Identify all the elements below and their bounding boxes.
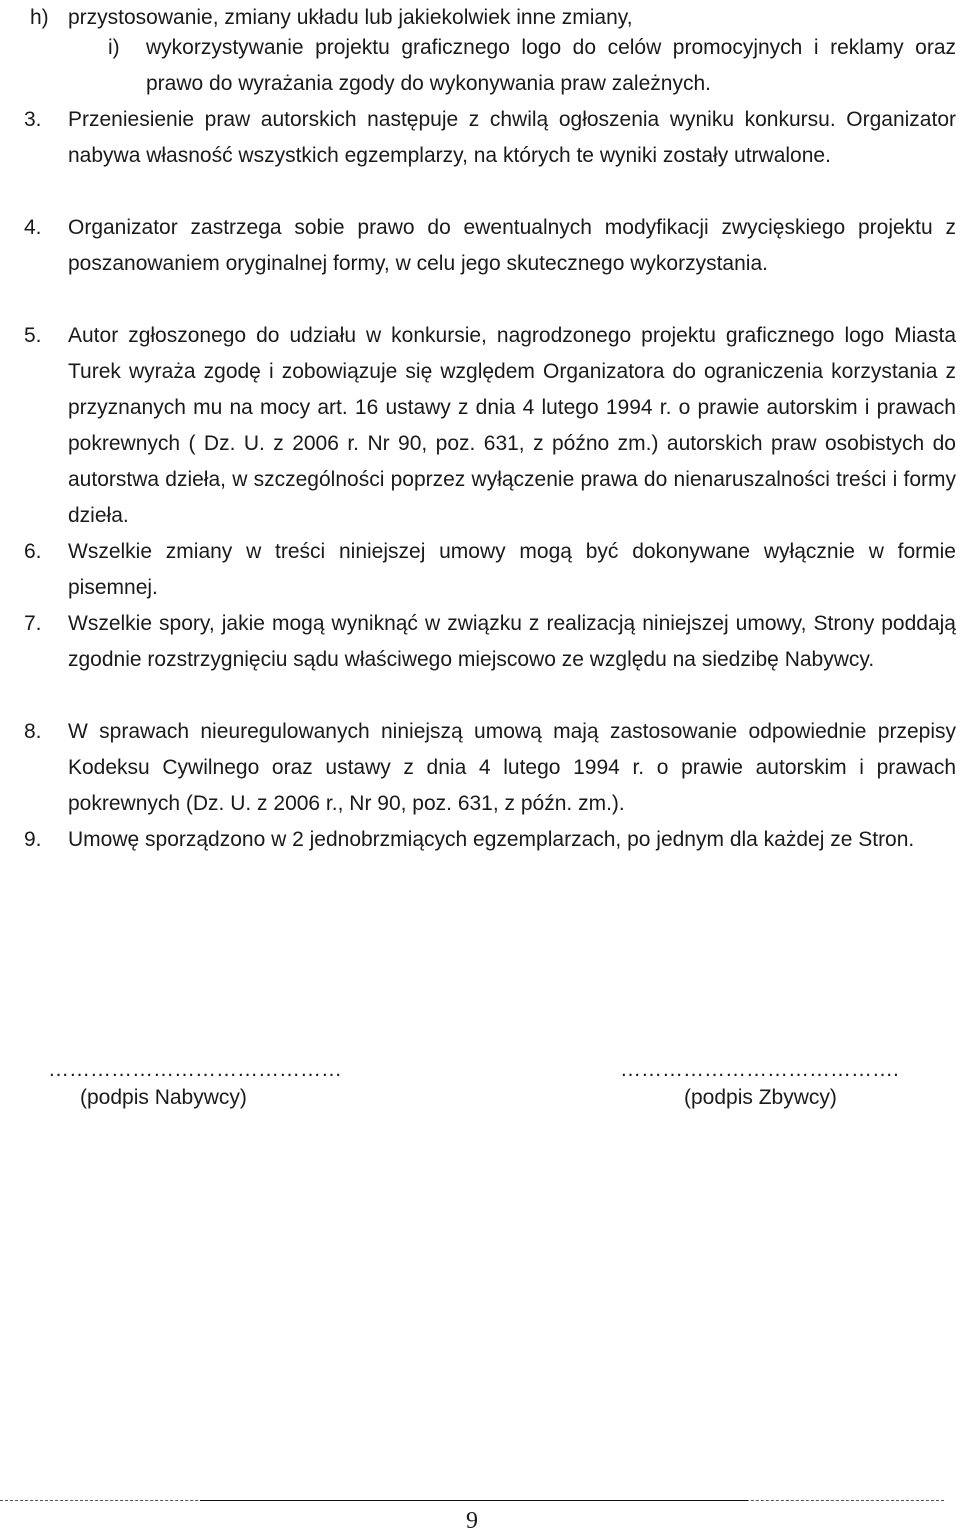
list-item-6 [24, 534, 956, 606]
list-marker: 3. [24, 108, 42, 131]
seller-signature-line: …………………………………. [620, 1058, 899, 1081]
list-item-3 [24, 102, 956, 174]
list-item-text: przystosowanie, zmiany układu lub jakiekolwiek inne zmiany, [68, 6, 633, 29]
list-item-text: Przeniesienie praw autorskich następuje z chwilą ogłoszenia wyniku konkursu. Organizator nabywa własność wszystkich egzemplarzy, na których te wyniki zostały utrwalone. [68, 108, 956, 167]
list-item-9 [24, 822, 956, 858]
list-item-8 [24, 714, 956, 822]
list-marker: 9. [24, 828, 42, 851]
list-item-4 [24, 210, 956, 282]
list-item-i [108, 30, 956, 102]
list-marker: i) [108, 36, 120, 59]
list-marker: 8. [24, 720, 42, 743]
buyer-signature-label: (podpis Nabywcy) [80, 1086, 247, 1109]
list-marker: h) [30, 6, 49, 29]
list-item-text: Umowę sporządzono w 2 jednobrzmiących egzemplarzach, po jednym dla każdej ze Stron. [68, 828, 915, 851]
footer-rule-solid [200, 1500, 748, 1501]
list-marker: 4. [24, 216, 42, 239]
list-item-text: Organizator zastrzega sobie prawo do ewentualnych modyfikacji zwycięskiego projektu z poszanowaniem oryginalnej formy, w celu jego skutecznego wykorzystania. [68, 216, 956, 275]
list-item-text: Wszelkie spory, jakie mogą wyniknąć w związku z realizacją niniejszej umowy, Strony poddają zgodnie rozstrzygnięciu sądu właściwego miejscowo ze względu na siedzibę Nabywcy. [68, 612, 956, 671]
list-marker: 7. [24, 612, 42, 635]
list-item-text: Wszelkie zmiany w treści niniejszej umowy mogą być dokonywane wyłącznie w formie pisemnej. [68, 540, 956, 599]
buyer-signature-line: …………………………………… [48, 1058, 342, 1081]
seller-signature-label: (podpis Zbywcy) [684, 1086, 837, 1109]
list-item-7 [24, 606, 956, 678]
list-item-text: Autor zgłoszonego do udziału w konkursie, nagrodzonego projektu graficznego logo Miasta Turek wyraża zgodę i zobowiązuje się względem Organizatora do ograniczenia korzystania z przyznanych mu na mocy art. 16 ustawy z dnia 4 lutego 1994 r. o prawie autorskim i prawach pokrewnych ( Dz. U. z 2006 r. Nr 90, poz. 631, z późno zm.) autorskich praw osobistych do autorstwa dzieła, w szczególności poprzez wyłączenie prawa do nienaruszalności treści i formy dzieła. [68, 324, 956, 527]
list-item-text: W sprawach nieuregulowanych niniejszą umową mają zastosowanie odpowiednie przepisy Kodeksu Cywilnego oraz ustawy z dnia 4 lutego 1994 r. o prawie autorskim i prawach pokrewnych (Dz. U. z 2006 r., Nr 90, poz. 631, z późn. zm.). [68, 720, 956, 815]
list-marker: 6. [24, 540, 42, 563]
list-marker: 5. [24, 324, 42, 347]
page-number: 9 [466, 1508, 478, 1534]
list-item-5 [24, 318, 956, 534]
list-item-text: wykorzystywanie projektu graficznego logo do celów promocyjnych i reklamy oraz prawo do wyrażania zgody do wykonywania praw zależnych. [146, 36, 956, 95]
